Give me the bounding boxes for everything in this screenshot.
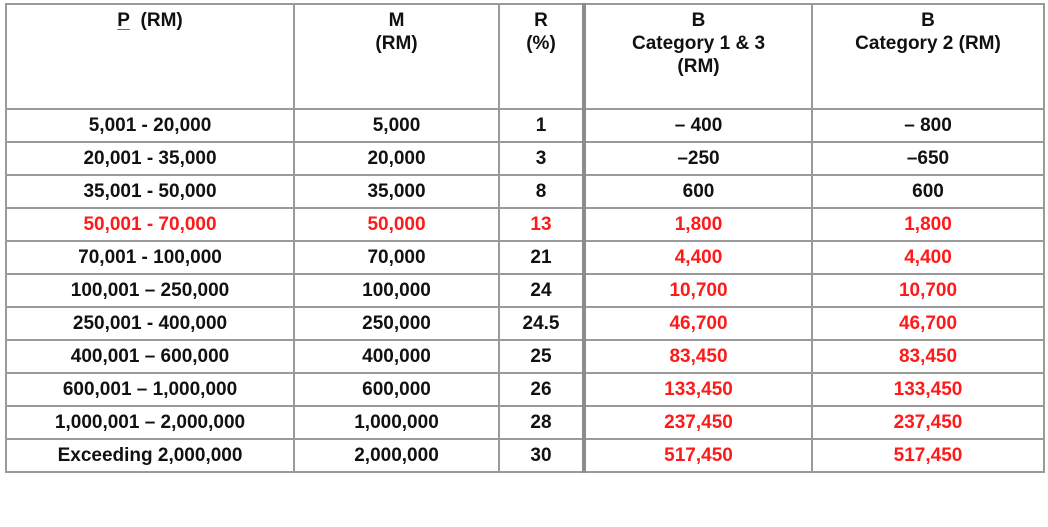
cell-m: 50,000 — [294, 208, 499, 241]
table-row — [6, 241, 1044, 274]
table-header-row — [6, 4, 1044, 109]
cell-b1: –250 — [584, 142, 812, 175]
header-b1-line2: Category 1 & 3 — [631, 33, 766, 54]
cell-b1: 10,700 — [584, 274, 812, 307]
cell-b2: 46,700 — [812, 307, 1044, 340]
header-b2-line1: B — [921, 10, 935, 31]
cell-b1: 83,450 — [584, 340, 812, 373]
header-b2 — [812, 4, 1044, 109]
cell-m: 35,000 — [294, 175, 499, 208]
cell-m: 70,000 — [294, 241, 499, 274]
cell-b2: 83,450 — [812, 340, 1044, 373]
table-row — [6, 340, 1044, 373]
cell-p: 5,001 - 20,000 — [6, 109, 294, 142]
header-m-line1: M — [388, 10, 405, 31]
header-r — [499, 4, 584, 109]
header-p — [6, 4, 294, 109]
cell-p: 400,001 – 600,000 — [6, 340, 294, 373]
tax-rate-table — [5, 3, 1045, 473]
cell-r: 25 — [499, 340, 584, 373]
cell-p: 50,001 - 70,000 — [6, 208, 294, 241]
header-p-unit: (RM) — [140, 10, 183, 31]
cell-r: 28 — [499, 406, 584, 439]
cell-b2: 4,400 — [812, 241, 1044, 274]
cell-m: 600,000 — [294, 373, 499, 406]
header-r-line1: R — [534, 10, 548, 31]
cell-m: 5,000 — [294, 109, 499, 142]
cell-b1: 133,450 — [584, 373, 812, 406]
header-m — [294, 4, 499, 109]
tax-table-frame — [5, 3, 1043, 522]
cell-b2: –650 — [812, 142, 1044, 175]
table-row — [6, 307, 1044, 340]
header-b1-line1: B — [691, 10, 706, 31]
cell-b1: 1,800 — [584, 208, 812, 241]
cell-m: 2,000,000 — [294, 439, 499, 472]
header-r-line2: (%) — [526, 33, 556, 54]
cell-b1: 4,400 — [584, 241, 812, 274]
table-row — [6, 142, 1044, 175]
cell-r: 8 — [499, 175, 584, 208]
cell-p: 600,001 – 1,000,000 — [6, 373, 294, 406]
cell-m: 20,000 — [294, 142, 499, 175]
header-b1-line3: (RM) — [677, 56, 720, 77]
cell-r: 13 — [499, 208, 584, 241]
table-row — [6, 439, 1044, 472]
header-m-line2: (RM) — [375, 33, 418, 54]
table-row — [6, 109, 1044, 142]
cell-m: 250,000 — [294, 307, 499, 340]
header-b2-line2: Category 2 (RM) — [855, 33, 1001, 54]
cell-p: Exceeding 2,000,000 — [6, 439, 294, 472]
cell-b1: 46,700 — [584, 307, 812, 340]
table-row — [6, 175, 1044, 208]
header-b1 — [584, 4, 812, 109]
cell-r: 1 — [499, 109, 584, 142]
cell-p: 100,001 – 250,000 — [6, 274, 294, 307]
cell-b1: 517,450 — [584, 439, 812, 472]
cell-m: 400,000 — [294, 340, 499, 373]
cell-b2: 133,450 — [812, 373, 1044, 406]
table-row — [6, 406, 1044, 439]
cell-p: 20,001 - 35,000 — [6, 142, 294, 175]
cell-b1: – 400 — [584, 109, 812, 142]
cell-r: 3 — [499, 142, 584, 175]
cell-m: 1,000,000 — [294, 406, 499, 439]
cell-r: 24 — [499, 274, 584, 307]
cell-r: 26 — [499, 373, 584, 406]
cell-b1: 237,450 — [584, 406, 812, 439]
cell-p: 1,000,001 – 2,000,000 — [6, 406, 294, 439]
table-row-highlighted — [6, 208, 1044, 241]
cell-b2: 1,800 — [812, 208, 1044, 241]
cell-b2: 237,450 — [812, 406, 1044, 439]
cell-b1: 600 — [584, 175, 812, 208]
cell-b2: 10,700 — [812, 274, 1044, 307]
cell-p: 70,001 - 100,000 — [6, 241, 294, 274]
cell-m: 100,000 — [294, 274, 499, 307]
cell-b2: – 800 — [812, 109, 1044, 142]
cell-r: 30 — [499, 439, 584, 472]
cell-r: 24.5 — [499, 307, 584, 340]
table-row — [6, 373, 1044, 406]
header-p-letter: P — [117, 10, 130, 31]
cell-p: 35,001 - 50,000 — [6, 175, 294, 208]
table-row — [6, 274, 1044, 307]
cell-b2: 517,450 — [812, 439, 1044, 472]
cell-p: 250,001 - 400,000 — [6, 307, 294, 340]
cell-r: 21 — [499, 241, 584, 274]
cell-b2: 600 — [812, 175, 1044, 208]
